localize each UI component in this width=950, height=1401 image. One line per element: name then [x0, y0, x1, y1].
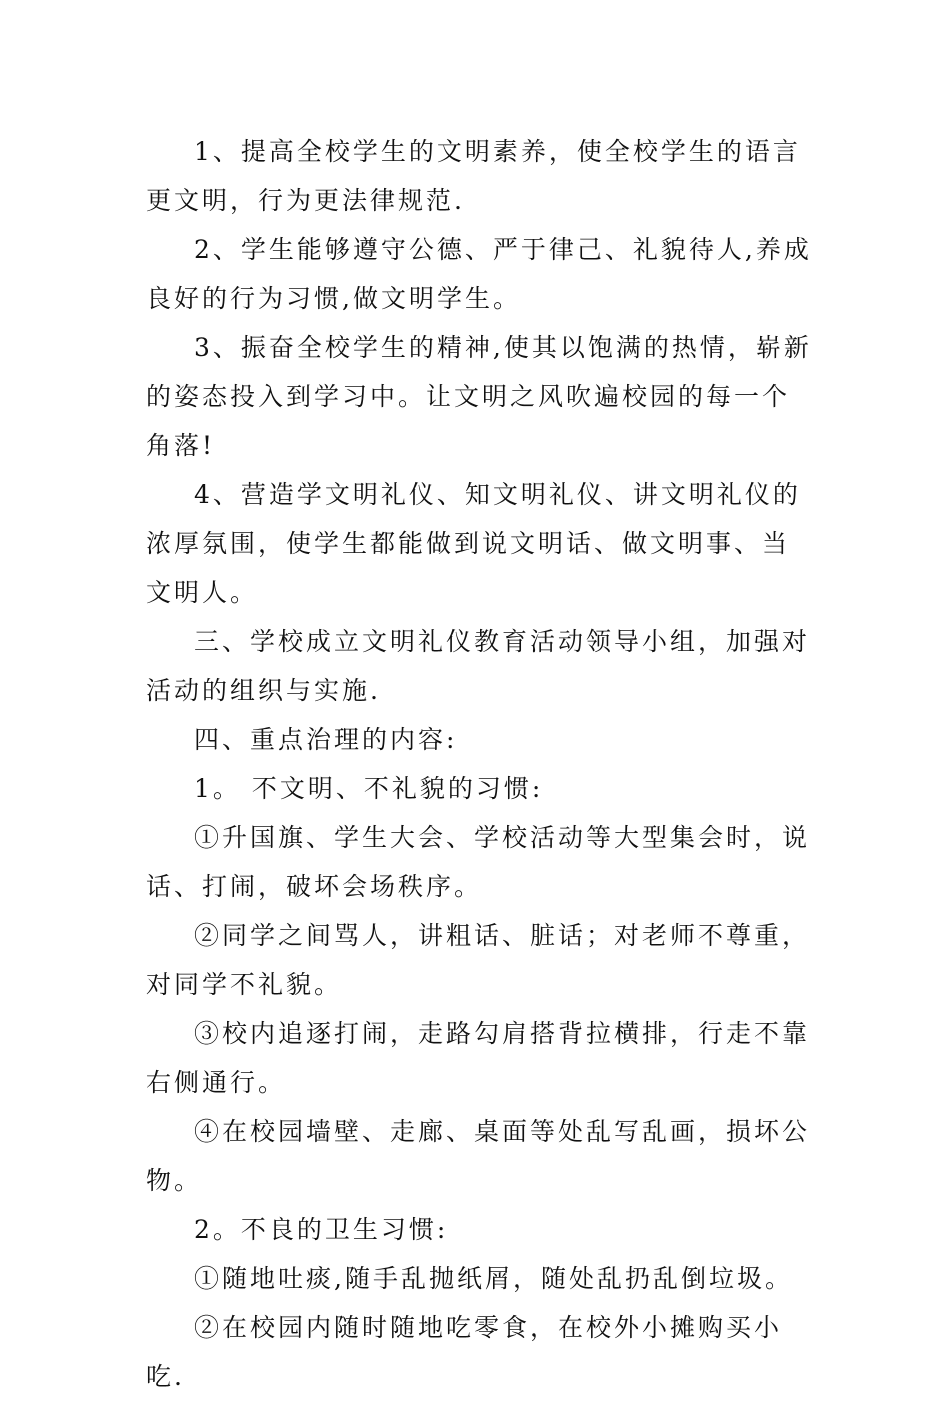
- paragraph-goal-2: 2、学生能够遵守公德、严于律己、礼貌待人,养成良好的行为习惯,做文明学生。: [146, 235, 812, 313]
- document-body: [146, 127, 816, 1401]
- paragraph-item-2-2: ②在校园内随时随地吃零食，在校外小摊购买小吃.: [146, 1313, 783, 1391]
- paragraph-item-1-heading: 1。 不文明、不礼貌的习惯:: [194, 774, 544, 803]
- paragraph-section-4-heading: 四、重点治理的内容:: [194, 725, 458, 754]
- paragraph-goal-4: 4、营造学文明礼仪、知文明礼仪、讲文明礼仪的浓厚氛围，使学生都能做到说文明话、做文明事、当文明人。: [146, 480, 801, 607]
- paragraph-item-2-1: ①随地吐痰,随手乱抛纸屑，随处乱扔乱倒垃圾。: [194, 1264, 793, 1293]
- paragraph-goal-1: 1、提高全校学生的文明素养，使全校学生的语言更文明，行为更法律规范.: [146, 137, 801, 215]
- paragraph-item-1-1: ①升国旗、学生大会、学校活动等大型集会时，说话、打闹，破坏会场秩序。: [146, 823, 811, 901]
- paragraph-item-1-2: ②同学之间骂人，讲粗话、脏话；对老师不尊重，对同学不礼貌。: [146, 921, 811, 999]
- paragraph-item-1-4: ④在校园墙壁、走廊、桌面等处乱写乱画，损坏公物。: [146, 1117, 811, 1195]
- paragraph-item-2-heading: 2。不良的卫生习惯:: [194, 1215, 449, 1244]
- paragraph-goal-3: 3、振奋全校学生的精神,使其以饱满的热情，崭新的姿态投入到学习中。让文明之风吹遍校园的每一个角落!: [146, 333, 812, 460]
- paragraph-item-1-3: ③校内追逐打闹，走路勾肩搭背拉横排，行走不靠右侧通行。: [146, 1019, 811, 1097]
- paragraph-section-3: 三、学校成立文明礼仪教育活动领导小组，加强对活动的组织与实施.: [146, 627, 811, 705]
